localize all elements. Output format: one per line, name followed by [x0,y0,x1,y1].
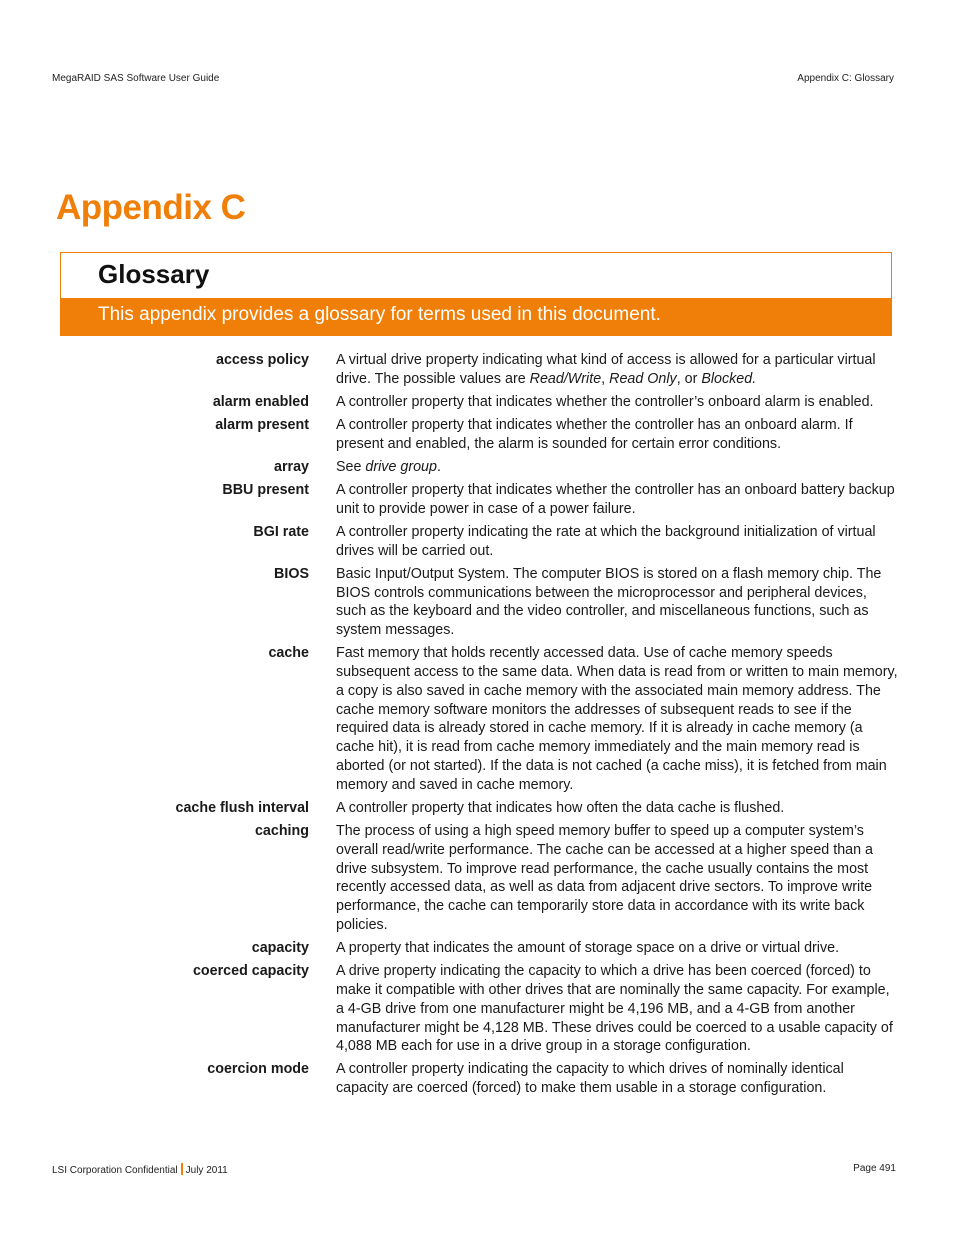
page-footer-left [52,1163,228,1176]
section-heading: Glossary [98,259,210,289]
footer-company: LSI Corporation Confidential [52,1165,178,1176]
glossary-entry [60,416,900,454]
italic-term: drive group [365,458,437,475]
glossary-definition: A controller property that indicates whether the controller’s onboard alarm is enabled. [336,393,874,410]
glossary-term: alarm enabled [212,393,309,410]
section-box [60,252,892,336]
page-header-left: MegaRAID SAS Software User Guide [52,73,220,84]
glossary-definition: Basic Input/Output System. The computer BIOS is stored on a flash memory chip. The BIOS controls communications between the microprocessor and peripheral devices, such as the keyboard and the video controller, and miscellaneous functions, such as system messages. [336,565,882,639]
glossary-definition: A controller property that indicates how often the data cache is flushed. [336,799,785,816]
italic-term: Blocked. [701,370,757,387]
glossary-term: cache flush interval [175,799,309,816]
glossary-entry [60,523,900,561]
section-intro-band: This appendix provides a glossary for terms used in this document. [61,298,891,335]
glossary-definition: A property that indicates the amount of storage space on a drive or virtual drive. [336,940,840,957]
glossary-term: alarm present [215,416,309,433]
glossary-entry [60,1060,900,1098]
footer-date: July 2011 [185,1165,228,1176]
glossary-term: caching [254,823,309,839]
glossary-entry [60,644,900,794]
glossary-term: cache [268,645,309,662]
glossary-definition: Fast memory that holds recently accessed data. Use of cache memory speeds subsequent access to the same data. When data is read from or written to main memory, a copy is also saved in cache memory with the associated main memory address. The cache memory software monitors the addresses of subsequent reads to see if the required data is already stored in cache memory. If it is already in cache memory (a cache hit), it is read from cache memory immediately and the main memory read is aborted (or not started). If the data is not cached (a cache miss), it is fetched from main memory and saved in cache memory. [336,645,898,793]
glossary-entry [60,799,900,818]
glossary-entry [60,481,900,519]
glossary-definition: A drive property indicating the capacity to which a drive has been coerced (forced) to make it compatible with other drives that are nominally the same capacity. For example, a 4-GB drive from one manufacturer might be 4,196 MB, and a 4-GB from another manufacturer might be 4,128 MB. These drives could be coerced to a usable capacity of 4,088 MB each for use in a drive group in a storage configuration. [336,963,893,1055]
italic-term: Read/Write [529,370,602,387]
glossary-definition: A controller property indicating the capacity to which drives of nominally identical capacity are coerced (forced) to make them usable in a storage configuration. [336,1061,844,1097]
italic-term: Read Only [609,370,677,387]
glossary-term: coercion mode [207,1061,309,1078]
footer-separator [181,1163,183,1175]
glossary-entry [60,822,900,935]
page-footer-right: Page 491 [853,1163,896,1174]
page-title: Appendix C [56,188,246,227]
glossary-list [60,351,900,1102]
glossary-term: BIOS [274,565,309,582]
glossary-definition: A controller property that indicates whether the controller has an onboard battery backup unit to provide power in case of a power failure. [336,481,895,517]
glossary-entry [60,565,900,640]
glossary-definition: A virtual drive property indicating what kind of access is allowed for a particular virtual drive. The possible values are Read/Write, Read Only, or Blocked. [336,352,876,387]
glossary-definition: A controller property that indicates whether the controller has an onboard alarm. If present and enabled, the alarm is sounded for certain error conditions. [336,416,853,452]
glossary-definition: The process of using a high speed memory buffer to speed up a computer system’s overall read/write performance. The cache can be accessed at a higher speed than a drive subsystem. To improve read performance, the cache usually contains the most recently accessed data, as well as data from adjacent drive sectors. To improve write performance, the cache can temporarily store data in accordance with its write back policies. [336,823,873,933]
page-header-right: Appendix C: Glossary [797,73,894,84]
glossary-definition: See drive group. [336,458,441,475]
glossary-entry [60,458,900,477]
glossary-term: array [274,458,309,475]
glossary-definition: A controller property indicating the rate at which the background initialization of virtual drives will be carried out. [336,523,876,559]
glossary-entry [60,351,900,389]
glossary-entry [60,962,900,1056]
glossary-term: access policy [216,352,309,368]
glossary-entry [60,393,900,412]
glossary-term: BBU present [222,481,309,498]
glossary-term: capacity [251,940,309,957]
glossary-term: coerced capacity [192,963,309,980]
glossary-entry [60,939,900,958]
glossary-term: BGI rate [253,523,309,540]
